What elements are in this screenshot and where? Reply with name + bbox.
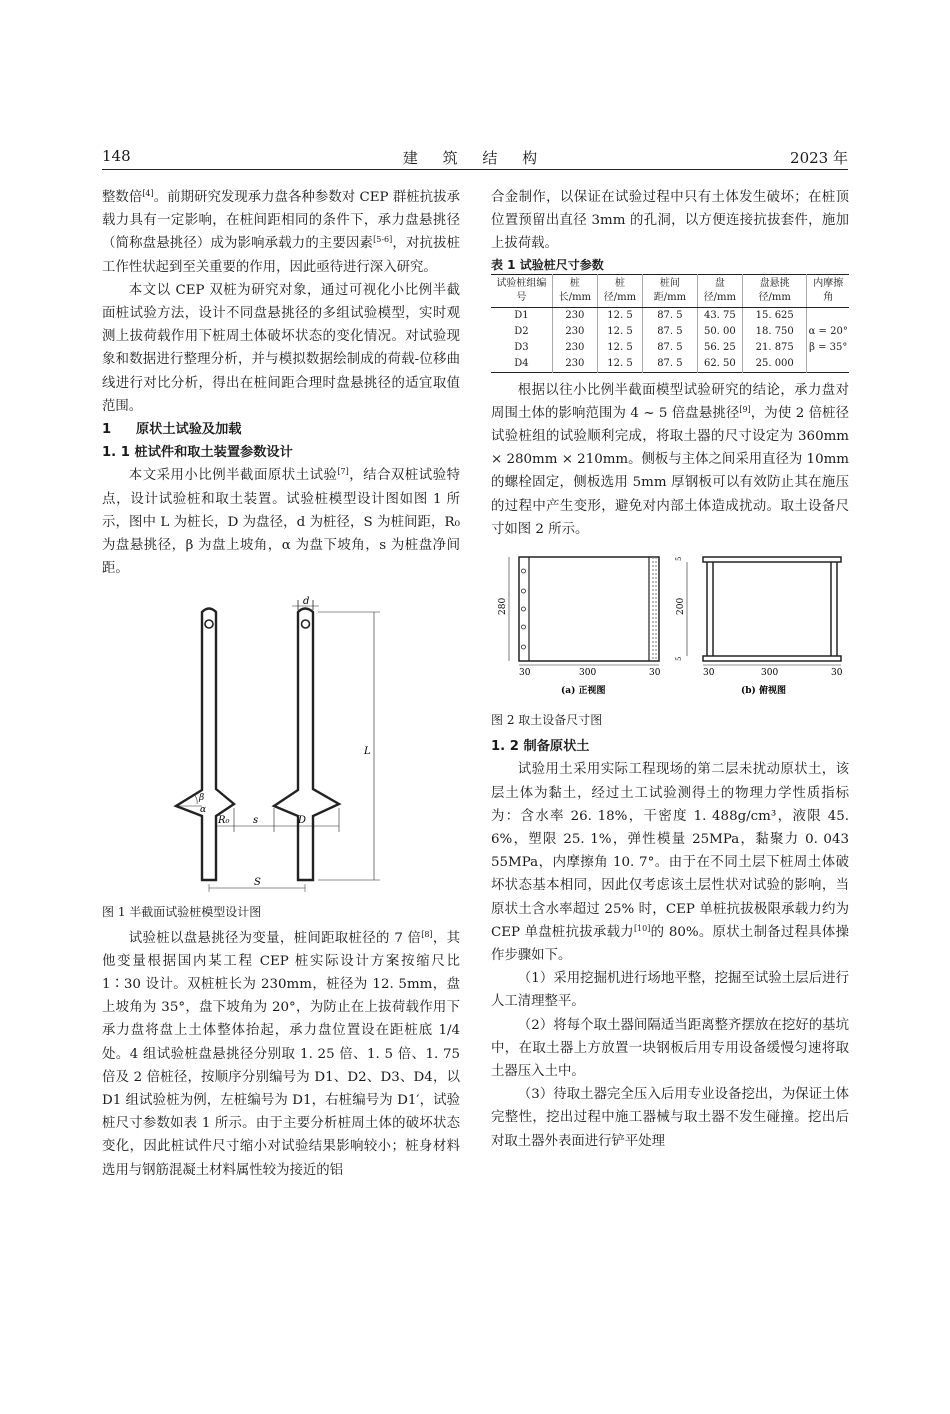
dim-280: 280 <box>498 597 508 616</box>
section-heading-1-2: 1. 2 制备原状土 <box>491 739 590 755</box>
table-cell: D1 <box>514 309 529 321</box>
table-cell-friction-angle: α = 20° β = 35° <box>807 307 849 372</box>
figure-2-caption: 图 2 取土设备尺寸图 <box>491 713 603 728</box>
citation[interactable]: [5-6] <box>373 235 393 245</box>
left-pile-hole <box>205 620 213 628</box>
right-pile <box>274 609 339 881</box>
front-view-body <box>519 557 659 661</box>
label-s: s <box>253 815 259 827</box>
right-pile-hole <box>302 620 310 628</box>
figure-1-caption: 图 1 半截面试验桩模型设计图 <box>102 904 262 919</box>
dim-30: 30 <box>831 668 843 679</box>
table-header: 内摩擦角 <box>807 274 849 307</box>
dim-30: 30 <box>649 668 661 679</box>
page-number: 148 <box>102 147 131 165</box>
citation[interactable]: [8] <box>421 929 433 939</box>
right-column <box>491 186 849 1153</box>
label-alpha: α <box>200 805 207 816</box>
label-D: D <box>298 815 307 827</box>
table-cell: 43. 75 <box>697 307 742 324</box>
caption-front-view: (a) 正视图 <box>561 686 606 697</box>
dim-30: 30 <box>703 668 715 679</box>
paragraph-step-3: （3）待取土器完全压入后用专业设备挖出，为保证土体完整性，挖出过程中施工器械与取土器不发生碰撞。挖出后对取土器外表面进行铲平处理 <box>491 1087 849 1149</box>
page-header <box>102 147 848 170</box>
label-S: S <box>254 877 261 889</box>
table-cell: 87. 5 <box>643 340 698 356</box>
journal-title: 建 筑 结 构 <box>402 149 548 167</box>
label-L: L <box>364 746 371 758</box>
table-cell: 18. 750 <box>742 324 807 340</box>
table-cell: 230 <box>552 340 597 356</box>
table-header: 桩长/mm <box>552 274 597 307</box>
table-row <box>491 307 849 324</box>
table-cell: 50. 00 <box>697 324 742 340</box>
section-heading-1-1: 1. 1 桩试件和取土装置参数设计 <box>102 445 293 461</box>
table-cell: 12. 5 <box>597 340 642 356</box>
table-cell: 87. 5 <box>643 356 698 373</box>
table-header: 盘径/mm <box>697 274 742 307</box>
table-header-row <box>491 274 849 307</box>
table-cell: 87. 5 <box>643 307 698 324</box>
label-d: d <box>303 596 310 608</box>
table-cell: 12. 5 <box>597 324 642 340</box>
table-cell: 12. 5 <box>597 356 642 373</box>
paragraph-objective: 本文以 CEP 双桩为研究对象，通过可视化小比例半截面桩试验方法，设计不同盘悬挑径的多组试验模型，实时观测上拔荷载作用下桩周土体破坏状态的变化情况。对试验现象和数据进行整理分析，并与模拟数据绘制成的荷载-位移曲线进行对比分析，得出在桩间距合理时盘悬挑径的适宜取值范围。 <box>102 282 460 414</box>
paragraph-step-1: （1）采用挖掘机进行场地平整，挖掘至试验土层后进行人工清理整平。 <box>491 971 849 1010</box>
table-cell: 12. 5 <box>597 307 642 324</box>
dim-300: 300 <box>761 668 779 679</box>
dim-200: 200 <box>676 597 686 616</box>
table-row <box>491 324 849 340</box>
paragraph-intro-end: 整数倍[4]。前期研究发现承力盘各种参数对 CEP 群桩抗拔承载力具有一定影响，在桩间距相同的条件下，承力盘悬挑径（简称盘悬挑径）成为影响承载力的主要因素[5-6]，对抗拔桩工作性状起到至关重要的作用，因此亟待进行深入研究。 <box>102 189 461 275</box>
dim-5: 5 <box>675 656 683 662</box>
figure-1-pile-diagram <box>102 594 460 894</box>
citation[interactable]: [10] <box>633 923 651 933</box>
table-header: 桩径/mm <box>597 274 642 307</box>
paragraph-sampler-size: 根据以往小比例半截面模型试验研究的结论，承力盘对周围土体的影响范围为 4 ~ 5 倍盘悬挑径[9]，为使 2 倍桩径试验桩组的试验顺利完成，将取土器的尺寸设定为 360mm × 280mm × 210mm。侧板与主体之间采用直径为 10mm 的螺栓固定，侧板选用 5mm 厚钢板可以有效防止其在施压的过程中产生变形，避免对内部土体造成扰动。取土设备尺寸如图 2 所示。 <box>491 382 849 537</box>
dim-300: 300 <box>579 668 597 679</box>
paragraph-soil-properties: 试验用土采用实际工程现场的第二层未扰动原状土，该层土体为黏土，经过土工试验测得土的物理力学性质指标为：含水率 26. 18%，干密度 1. 488g/cm³，液限 45. 6%，塑限 25. 1%，弹性模量 25MPa，黏聚力 0. 043 55MPa，内摩擦角 10. 7°。由于在不同土层下桩周土体破坏状态基本相同，因此仅考虑该土层性状对试验的影响，当原状土含水率超过 25% 时，CEP 单桩抗拔极限承载力约为 CEP 单盘桩抗拔承载力[10]的 80%。原状土制备过程具体操作步骤如下。 <box>491 762 849 964</box>
issue-year: 2023 年 <box>790 149 848 167</box>
table-row <box>491 356 849 373</box>
table-1-caption: 表 1 试验桩尺寸参数 <box>491 257 604 272</box>
table-cell: 25. 000 <box>742 356 807 373</box>
table-header: 盘悬挑径/mm <box>742 274 807 307</box>
section-heading-1: 1 原状土试验及加载 <box>102 422 242 438</box>
paragraph-step-2: （2）将每个取土器间隔适当距离整齐摆放在挖好的基坑中，在取土器上方放置一块钢板后用专用设备缓慢匀速将取土器压入土中。 <box>491 1017 849 1080</box>
table-cell: 15. 625 <box>742 307 807 324</box>
table-cell: 62. 50 <box>697 356 742 373</box>
table-header: 试验桩组编号 <box>491 274 552 307</box>
table-cell: D4 <box>514 357 529 369</box>
paragraph-specimen-params: 试验桩以盘悬挑径为变量，桩间距取桩径的 7 倍[8]，其他变量根据国内某工程 CEP 桩实际设计方案按缩尺比 1∶30 设计。双桩桩长为 230mm，桩径为 12. 5mm，盘上坡角为 35°，盘下坡角为 20°，为防止在上拔荷载作用下承力盘将盘上土体整体抬起，承力盘位置设在距桩底 1/4 处。4 组试验桩盘悬挑径分别取 1. 25 倍、1. 5 倍、1. 75 倍及 2 倍桩径，按顺序分别编号为 D1、D2、D3、D4，以 D1 组试验桩为例，左桩编号为 D1，右桩编号为 D1′，试验桩尺寸参数如表 1 所示。由于主要分析桩周土体的破坏状态变化，因此桩试件尺寸缩小对试验结果影响较小；桩身材料选用与钢筋混凝土材料属性较为接近的铝 <box>102 929 461 1178</box>
label-R0: R₀ <box>218 815 230 827</box>
citation[interactable]: [4] <box>142 189 154 198</box>
table-cell: 87. 5 <box>643 324 698 340</box>
table-1-pile-dimensions <box>491 274 849 373</box>
table-header: 桩间距/mm <box>643 274 698 307</box>
table-cell: 21. 875 <box>742 340 807 356</box>
left-pile <box>176 609 234 881</box>
caption-top-view: (b) 俯视图 <box>741 686 786 697</box>
table-cell: D2 <box>514 325 529 337</box>
table-row <box>491 340 849 356</box>
table-cell: 56. 25 <box>697 340 742 356</box>
citation[interactable]: [7] <box>337 467 349 477</box>
table-cell: D3 <box>514 341 529 353</box>
table-cell: 230 <box>552 324 597 340</box>
paragraph-material: 合金制作，以保证在试验过程中只有土体发生破坏；在桩顶位置预留出直径 3mm 的孔洞，以方便连接抗拔套件，施加上拔荷载。 <box>491 190 849 252</box>
figure-2-sampler-diagram <box>491 553 849 703</box>
paragraph-specimen-design: 本文采用小比例半截面原状土试验[7]，结合双桩试验特点，设计试验桩和取土装置。试验桩模型设计图如图 1 所示，图中 L 为桩长，D 为盘径，d 为桩径，S 为桩间距，R₀ 为盘悬挑径，β 为盘上坡角，α 为盘下坡角，s 为桩盘净间距。 <box>102 467 461 577</box>
dim-30: 30 <box>519 668 531 679</box>
left-column <box>102 186 460 1182</box>
citation[interactable]: [9] <box>739 404 751 414</box>
dim-5: 5 <box>675 556 683 562</box>
table-cell: 230 <box>552 356 597 373</box>
table-cell: 230 <box>552 307 597 324</box>
label-beta: β <box>199 793 205 804</box>
